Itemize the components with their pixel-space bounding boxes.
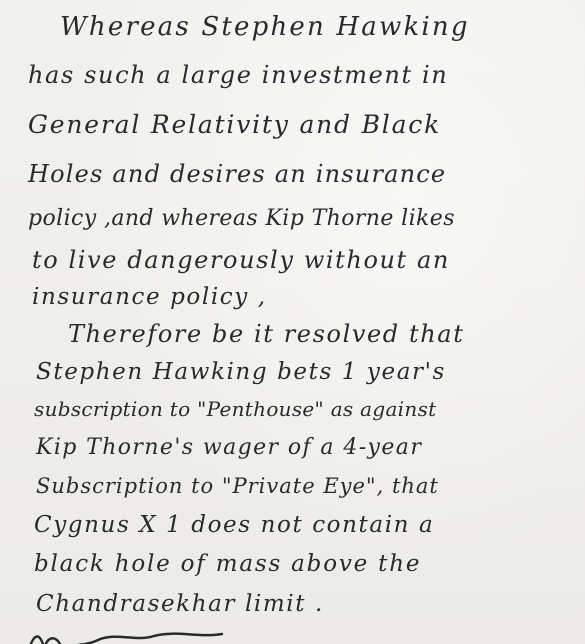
text-line-11: Kip Thorne's wager of a 4-year bbox=[36, 435, 423, 460]
text-line-13: Cygnus X 1 does not contain a bbox=[34, 512, 435, 538]
text-line-15: Chandrasekhar limit . bbox=[36, 591, 324, 617]
text-line-1: Whereas Stephen Hawking bbox=[60, 12, 470, 42]
text-line-3: General Relativity and Black bbox=[28, 110, 442, 139]
text-line-6: to live dangerously without an bbox=[32, 246, 450, 274]
text-line-5: policy ,and whereas Kip Thorne likes bbox=[28, 206, 455, 231]
text-line-9: Stephen Hawking bets 1 year's bbox=[36, 359, 446, 385]
text-line-10: subscription to "Penthouse" as against bbox=[34, 397, 437, 421]
signature-stroke bbox=[26, 624, 246, 644]
text-line-14: black hole of mass above the bbox=[34, 551, 422, 577]
text-line-2: has such a large investment in bbox=[28, 61, 449, 89]
text-line-7: insurance policy , bbox=[32, 284, 267, 310]
text-line-4: Holes and desires an insurance bbox=[28, 160, 447, 188]
text-line-8: Therefore be it resolved that bbox=[68, 320, 465, 348]
text-line-12: Subscription to "Private Eye", that bbox=[36, 474, 439, 498]
